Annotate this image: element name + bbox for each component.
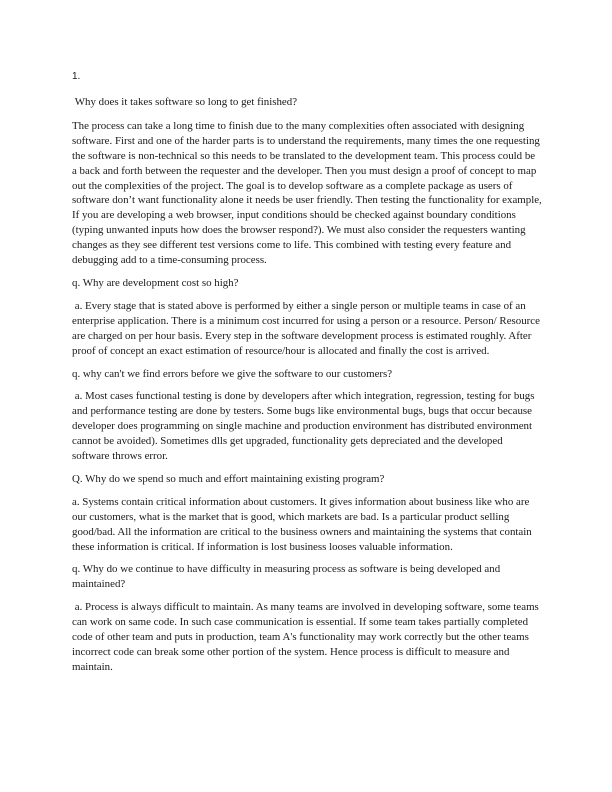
question-line: q. why can't we find errors before we give the software to our customers? <box>72 367 393 380</box>
question-line: q. Why do we continue to have difficulty in measuring process as software is being developed and maintained? <box>72 563 503 591</box>
answer-paragraph: a. Process is always difficult to maintain. As many teams are involved in developing software, some teams can work on same code. In such case communication is essential. If some team takes partially completed code of other team and puts in production, team A's functionality may work correctly but the other teams incorrect code can break some other portion of the system. Hence process is difficult to measure and maintain. <box>72 601 542 673</box>
question-line: q. Why are development cost so high? <box>72 276 239 289</box>
answer-paragraph: a. Systems contain critical information about customers. It gives information about business like who are our customers, what is the market that is good, which markets are bad. Is a particular product selling good/bad. All the information are critical to the business owners and maintaining the systems that contain these information is critical. If information is lost business looses valuable information. <box>72 495 535 553</box>
item-number: 1. <box>72 71 81 82</box>
question-heading: Why does it takes software so long to get finished? <box>72 96 298 108</box>
answer-paragraph: a. Every stage that is stated above is performed by either a single person or multiple teams in case of an enterprise application. There is a minimum cost incurred for using a person or a resource. Person/ Resource are charged on per hour basis. Every step in the software development process is estimated roughly. After proof of concept an exact estimation of resource/hour is allocated and finally the cost is arrived. <box>72 299 543 357</box>
answer-paragraph: a. Most cases functional testing is done by developers after which integration, regression, testing for bugs and performance testing are done by testers. Some bugs like environmental bugs, bugs that occur because developer does programming on single machine and production environment has distributed environment cannot be avoided). Sometimes dlls get upgraded, functionality gets depreciated and the developed software throws error. <box>72 390 538 463</box>
document-body <box>72 70 545 683</box>
question-line: Q. Why do we spend so much and effort maintaining existing program? <box>72 472 385 485</box>
answer-paragraph: The process can take a long time to finish due to the many complexities often associated with designing software. First and one of the harder parts is to understand the requirements, many times the one requesting the software is non-technical so this needs to be translated to the development team. This process could be a back and forth between the requester and the developer. Then you must design a proof of concept to map out the complexities of the project. The goal is to develop software as a complete package as users of software don’t want functionality alone it needs be user friendly. Then testing the functionality for example, If you are developing a web browser, input conditions should be checked against boundary conditions (typing unwanted inputs how does the browser respond?). We must also consider the requesters wanting changes as they see different test versions come to life. This combined with testing every feature and debugging add to a time-consuming process. <box>72 119 545 267</box>
